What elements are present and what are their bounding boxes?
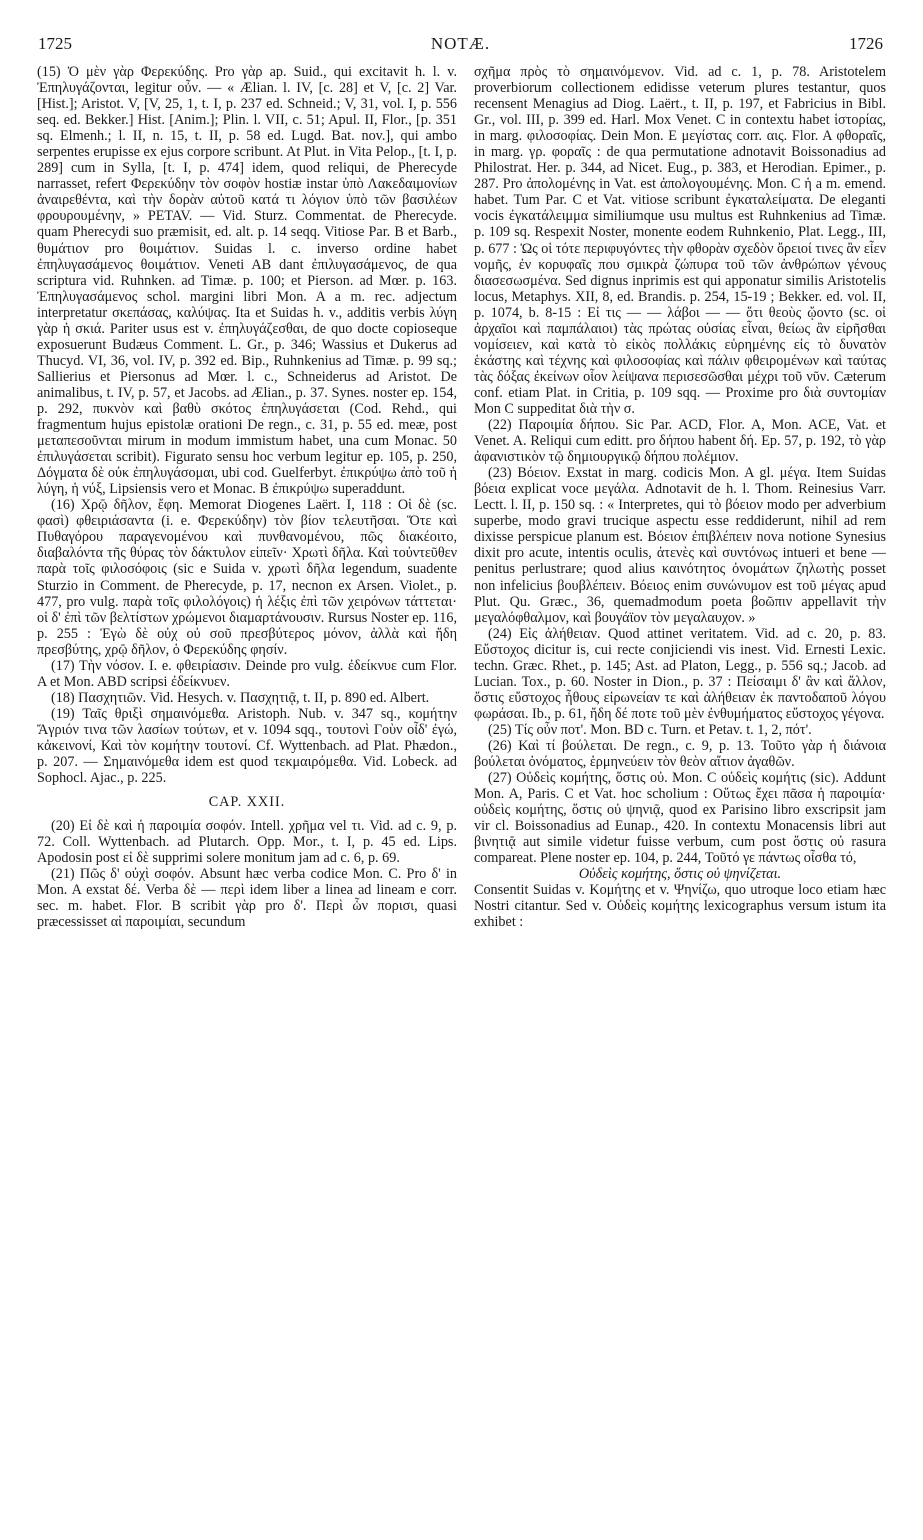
left-page-number: 1725 xyxy=(38,34,72,53)
note-21: (21) Πῶς δ' οὐχὶ σοφόν. Absunt hæc verba codice Mon. C. Pro δ' in Mon. A exstat δέ. Verba δὲ — περὶ idem liber a linea ad lineam e corr. sec. m. habet. Flor. B scribit γὰρ pro δ'. Περὶ ὧν πορισι, quasi præcessisset αἱ παροιμίαι, secundum xyxy=(37,866,457,931)
right-column xyxy=(474,64,886,931)
note-18: (18) Πασχητιῶν. Vid. Hesych. v. Πασχητιᾷ, t. II, p. 890 ed. Albert. xyxy=(51,689,430,706)
note-22: (22) Παροιμία δήπου. Sic Par. ACD, Flor. A, Mon. ACE, Vat. et Venet. A. Reliqui cum editt. pro δήπου habent δή. Ep. 57, p. 192, τὸ γὰρ ἀφανιστικὸν τῷ δημιουργικῷ δήπου πολέμιον. xyxy=(474,417,886,466)
left-column xyxy=(37,64,457,930)
verse-quotation: Οὐδεὶς κομήτης, ὅστις οὐ ψηνίζεται. xyxy=(578,866,782,883)
note-19: (19) Ταῖς θριξὶ σημαινόμεθα. Aristoph. Nub. v. 347 sq., κομήτην Ἄγριόν τινα τῶν λασίων τούτων, et v. 1094 sqq., τουτονὶ Γοὺν οἶδ' ἐγώ, κἀκεινονί, Καὶ τὸν κομήτην τουτονί. Cf. Wyttenbach. ad Plat. Phædon., p. 207. — Σημαινόμεθα idem est quod τεκμαιρόμεθα. Vid. Lobeck. ad Sophocl. Ajac., p. 225. xyxy=(37,705,457,787)
note-23: (23) Βόειον. Exstat in marg. codicis Mon. A gl. μέγα. Item Suidas βόεια explicat voce μεγάλα. Adnotavit de h. l. Thom. Reinesius Varr. Lectt. l. II, p. 150 sq. : « Interpretes, qui τὸ βόειον modo per adverbium superbe, modo gravi trucique aspectu esse reddiderunt, nihil ad rem dixisse perspicue planum est. Βόειον ἐπιβλέπειν nova notione Synesius dixit pro acute, intentis oculis, ἀτενὲς καὶ συντόνως intueri et bene — penitus perlustrare; quod alius καινότητος ὀνομάτων ζηλωτὴς posset non infelicius βουβλέπειν. Βόειος enim συνώνυμον est τοῦ μέγας apud Plut. Qu. Græc., 36, quemadmodum poeta βοῶπιν appellavit τὴν μεγαλόφθαλμον, καὶ βουγάϊον τὸν μεγαλαυχον. » xyxy=(474,465,886,626)
right-page-number: 1726 xyxy=(849,34,883,53)
page-header xyxy=(38,34,883,58)
chapter-heading: CAP. XXII. xyxy=(208,794,286,811)
note-15: (15) Ὁ μὲν γὰρ Φερεκύδης. Pro γὰρ ap. Suid., qui excitavit h. l. v. Ἐπηλυγάζονται, legitur οὖν. — « Ælian. l. IV, [c. 28] et V, [c. 2] Var. [Hist.]; Aristot. V, [V, 25, 1, t. I, p. 237 ed. Schneid.; V, 31, vol. I, p. 556 seq. ed. Bekker.] Hist. [Anim.]; Plin. l. VII, c. 51; Apul. II, Flor., [p. 351 sq. Elmenh.; l. II, n. 15, t. II, p. 58 ed. Lugd. Bat. nov.], qui ambo serpentes erupisse ex ejus corpore scribunt. At Plut. in Vita Pelop., [t. I, p. 289] cum in Sylla, [t. I, p. 474] idem, quod reliqui, de Pherecyde narrasset, refert Φερεκύδην τὸν σοφὸν hostiæ instar ὑπὸ Λακεδαιμονίων ἀναιρεθέντα, καὶ τὴν δορὰν αὐτοῦ κατά τι λόγιον ὑπὸ τῶν βασιλέων φρουρουμένην, » PETAV. — Vid. Sturz. Commentat. de Pherecyde. quam Pherecydi suo præmisit, ed. alt. p. 14 seqq. Vitiose Par. B et Barb., θυμάτιον pro θοιμάτιον. Suidas l. c. inverso ordine habet ἐπηλυγασάμενος θοιμάτιον. Veneti AB dant ἐπιλυγασάμενος, de qua scriptura vid. Ruhnken. ad Timæ. p. 100; et Pierson. ad Mœr. p. 163. Ἐπηλυγασάμενος schol. margini libri Mon. A a m. rec. adjectum interpretatur σκεπάσας, καλύψας. Ita et Suidas h. v., additis verbis λύγη γὰρ ἡ σκιά. Pariter usus est v. ἐπηλυγάζεσθαι, de quo docte copioseque exposuerunt Budæus Comment. L. Gr., p. 346; Wassius et Dukerus ad Thucyd. VI, 36, vol. IV, p. 392 ed. Bip., Ruhnkenius ad Timæ. p. 99 sq.; Sallierius et Piersonus ad Mœr. l. c., Schneiderus ad Aristot. De animalibus, t. IV, p. 57, et Jacobs. ad Ælian., p. 37. Synes. noster ep. 154, p. 292, πυκνὸν καὶ βαθὺ σκότος ἐπηλυγάσεται (Cod. Rehd., qui fragmentum hujus epistolæ orationi De regn., c. 31, p. 55 ed. meæ, post μεταπεσοῦνται mirum in modum immistum habet, una cum Monac. 50 ἐπιλυγάσεται scribit). Figurato sensu hoc verbum legitur ep. 105, p. 250, Δόγματα δὲ οὐκ ἐπηλυγάσομαι, ubi cod. Guelferbyt. ἐπικρύψω ἀπὸ τοῦ ἡ λύγη, ἡ νύξ, Lipsiensis vero et Monac. B ἐπικρύψω superaddunt. xyxy=(37,64,457,498)
note-27: (27) Οὐδεὶς κομήτης, ὅστις οὐ. Mon. C οὐδεὶς κομήτις (sic). Addunt Mon. A, Paris. C et Vat. hoc scholium : Οὕτως ἔχει πᾶσα ἡ παροιμία· οὐδεὶς κομήτης, ὅστις οὐ ψηνιᾷ, quod ex Parisino libro exscripsit jam vir cl. Boissonadius ad Eunap., 420. In contextu Monacensis libri aut βινητιᾷ aut simile videtur fuisse verbum, cum post ὅστις οὐ rasura compareat. Plene noster ep. 104, p. 244, Τοῦτό γε πάντως οἶσθα τό, xyxy=(474,770,886,867)
note-20: (20) Εἰ δὲ καὶ ἡ παροιμία σοφόν. Intell. χρῆμα vel τι. Vid. ad c. 9, p. 72. Coll. Wyttenbach. ad Plutarch. Opp. Mor., t. I, p. 45 ed. Lips. Apodosin post εἰ δὲ supprimi solere monitum jam ad c. 6, p. 69. xyxy=(37,818,457,867)
note-17: (17) Τὴν νόσον. I. e. φθειρίασιν. Deinde pro vulg. ἐδείκνυε cum Flor. A et Mon. ABD scripsi ἐδείκνυεν. xyxy=(37,657,457,690)
note-27-continued: Consentit Suidas v. Κομήτης et v. Ψηνίζω, quo utroque loco etiam hæc Nostri citantur. Sed v. Οὐδεὶς κομήτης lexicographus versum istum ita exhibet : xyxy=(474,882,886,931)
note-21-continued: σχῆμα πρὸς τὸ σημαινόμενον. Vid. ad c. 1, p. 78. Aristotelem proverbiorum collectionem edidisse veterum plures testantur, quos recensent Menagius ad Diog. Laërt., t. II, p. 197, et Fabricius in Bibl. Gr., vol. III, p. 399 ed. Harl. Mox Venet. C in contextu habet ἱστορίας, in marg. φιλοσοφίας. Dein Mon. E μεγίστας corr. αις. Flor. A φθοραῖς, in marg. γρ. φοραῖς : de qua permutatione adnotavit Boissonadius ad Philostrat. Her. p. 344, ad Nicet. Eug., p. 383, et Herodian. Epimer., p. 287. Pro ἀπολομένης in Vat. est ἀπολογουμένης. Mon. C ἡ a m. emend. habet. Tum Par. C et Vat. vitiose scribunt ἐγκαταλείματα. De eleganti vocis ἐγκατάλειμμα similiumque usu multus est Ruhnkenius ad Timæ. p. 109 sq. Respexit Noster, monente eodem Ruhnkenio, Plat. Legg., III, p. 677 : Ὡς οἱ τότε περιφυγόντες τὴν φθορὰν σχεδὸν ὄρειοί τινες ἂν εἶεν νομῆς, ἐν κορυφαῖς που σμικρὰ ζώπυρα τοῦ τῶν ἀνθρώπων γένους διασεσωσμένα. Sed dignus inprimis est qui apponatur similis Aristotelis locus, Metaphys. XII, 8, ed. Brandis. p. 254, 15-19 ; Bekker. ed. vol. II, p. 1074, b. 8-15 : Εἰ τις — — λάβοι — — ὅτι θεοὺς ᾤοντο (sc. οἱ ἀρχαῖοι καὶ παμπάλαιοι) τὰς πρώτας οὐσίας εἶναι, θείως ἂν εἰρῆσθαι νομίσειεν, καὶ κατὰ τὸ εἰκὸς πολλάκις εὑρημένης εἰς τὸ δυνατὸν ἑκάστης καὶ τέχνης καὶ φιλοσοφίας καὶ πάλιν φθειρομένων καὶ ταύτας τὰς δόξας ἐκείνων οἷον λείψανα περισεσῶσθαι μέχρι τοῦ νῦν. Cæterum conf. etiam Plat. in Critia, p. 109 sqq. — Proxime pro διὰ συντομίαν Mon C suppeditat διὰ τὴν σ. xyxy=(474,64,886,417)
note-25: (25) Τίς οὖν ποτ'. Mon. BD c. Turn. et Petav. t. 1, 2, πότ'. xyxy=(488,721,812,738)
note-16: (16) Χρῷ δῆλον, ἔφη. Memorat Diogenes Laërt. I, 118 : Οἱ δὲ (sc. φασὶ) φθειριάσαντα (i. e. Φερεκύδην) τὸν βίον τελευτῆσαι. Ὅτε καὶ Πυθαγόρου παραγενομένου καὶ πυνθανομένου, πῶς διακέοιτο, διαβαλόντα τῆς θύρας τὸν δάκτυλον εἰπεῖν· Χρωτὶ δῆλα. Καὶ τοὐντεῦθεν παρὰ τοῖς φιλοσόφοις (sic e Suida v. χρωτὶ δῆλα legendum, suadente Sturzio in Comment. de Pherecyde, p. 17, necnon ex Arsen. Violet., p. 477, pro vulg. παρὰ τοῖς φιλολόγοις) ἡ λέξις ἐπὶ τῶν χειρόνων τάττεται· οἱ δ' ἐπὶ τῶν βελτίστων χρώμενοι διαμαρτάνουσιν. Rursus Noster ep. 116, p. 255 : Ἐγὼ δὲ οὐχ οὐ σοῦ πρεσβύτερος μόνον, ἀλλὰ καὶ ἤδη πρεσβύτης, χρῷ δῆλον, ὁ Φερεκύδης φησίν. xyxy=(37,497,457,658)
running-title: NOTÆ. xyxy=(430,34,491,53)
note-24: (24) Εἰς ἀλήθειαν. Quod attinet veritatem. Vid. ad c. 20, p. 83. Εὔστοχος dicitur is, cui recte conjiciendi vis inest. Vid. Ernesti Lexic. techn. Græc. Rhet., p. 145; Ast. ad Platon, Legg., p. 556 sq.; Jacob. ad Lucian. Tox., p. 60. Noster in Dion., p. 37 : Πείσαιμι δ' ἂν καὶ ἄλλον, ὅστις εὔστοχος ἦθους εἰρωνείαν τε καὶ ἀλήθειαν ἐκ παντοδαποῦ λόγου φωράσαι. Ib., p. 61, ἤδη δέ ποτε τοῦ μὲν ἐνθυμήματος εὔστοχος γέγονα. xyxy=(474,625,886,722)
note-26: (26) Καὶ τί βούλεται. De regn., c. 9, p. 13. Τοῦτο γὰρ ἡ διάνοια βούλεται ὀνόματος, ἑρμηνεύειν τὸν θεὸν αἴτιον ἀγαθῶν. xyxy=(474,737,886,771)
